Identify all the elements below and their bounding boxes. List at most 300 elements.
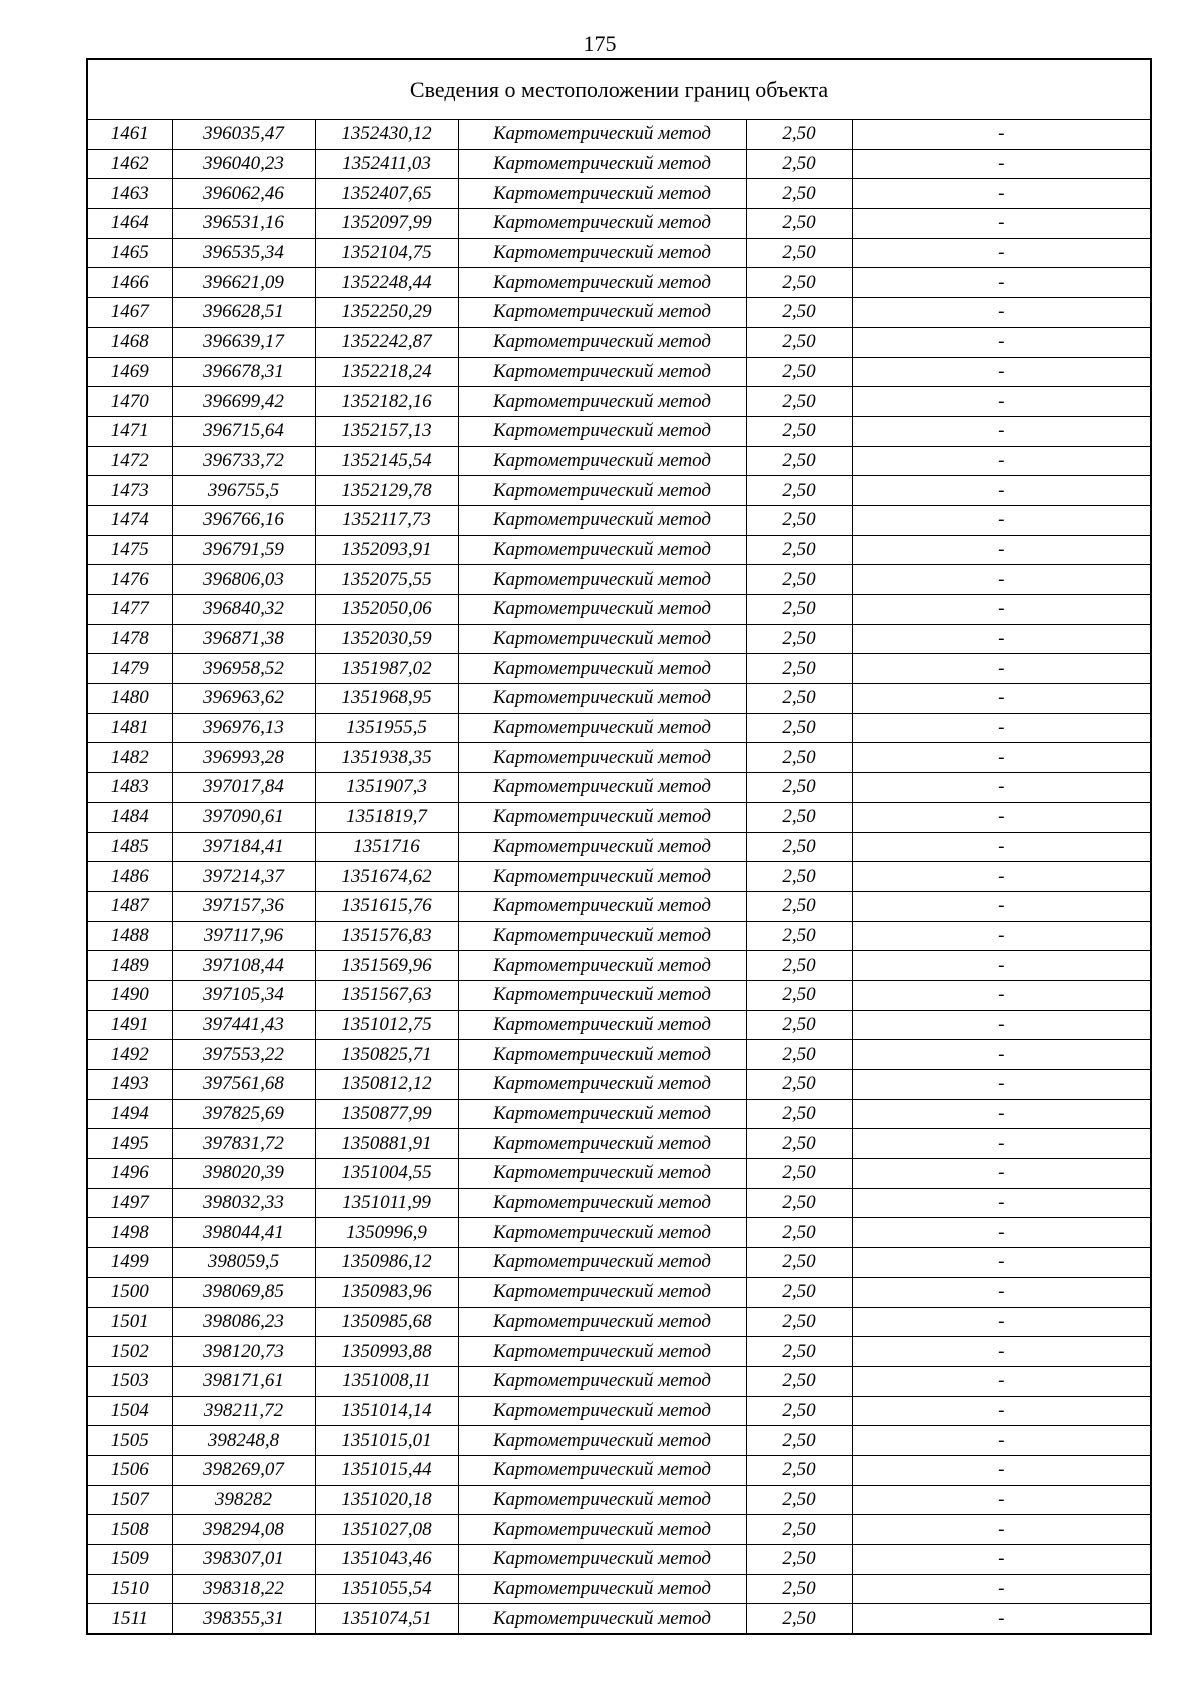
point-number-cell: 1511 — [87, 1604, 172, 1634]
x-coordinate-cell: 396699,42 — [172, 387, 315, 417]
accuracy-cell: 2,50 — [746, 595, 852, 625]
accuracy-cell: 2,50 — [746, 209, 852, 239]
table-row — [87, 684, 1151, 714]
y-coordinate-cell: 1351014,14 — [315, 1396, 458, 1426]
note-cell: - — [852, 862, 1151, 892]
x-coordinate-cell: 396871,38 — [172, 624, 315, 654]
x-coordinate-cell: 396715,64 — [172, 416, 315, 446]
point-number-cell: 1489 — [87, 951, 172, 981]
method-cell: Картометрический метод — [458, 1099, 746, 1129]
y-coordinate-cell: 1352157,13 — [315, 416, 458, 446]
accuracy-cell: 2,50 — [746, 1248, 852, 1278]
accuracy-cell: 2,50 — [746, 1545, 852, 1575]
table-row — [87, 832, 1151, 862]
accuracy-cell: 2,50 — [746, 1337, 852, 1367]
accuracy-cell: 2,50 — [746, 1277, 852, 1307]
note-cell: - — [852, 1337, 1151, 1367]
x-coordinate-cell: 396062,46 — [172, 179, 315, 209]
table-row — [87, 951, 1151, 981]
method-cell: Картометрический метод — [458, 1337, 746, 1367]
note-cell: - — [852, 832, 1151, 862]
x-coordinate-cell: 396628,51 — [172, 298, 315, 328]
note-cell: - — [852, 951, 1151, 981]
point-number-cell: 1500 — [87, 1277, 172, 1307]
y-coordinate-cell: 1352093,91 — [315, 535, 458, 565]
note-cell: - — [852, 1545, 1151, 1575]
note-cell: - — [852, 535, 1151, 565]
x-coordinate-cell: 396791,59 — [172, 535, 315, 565]
y-coordinate-cell: 1351819,7 — [315, 802, 458, 832]
method-cell: Картометрический метод — [458, 743, 746, 773]
accuracy-cell: 2,50 — [746, 446, 852, 476]
note-cell: - — [852, 416, 1151, 446]
method-cell: Картометрический метод — [458, 1545, 746, 1575]
table-row — [87, 476, 1151, 506]
accuracy-cell: 2,50 — [746, 120, 852, 150]
note-cell: - — [852, 387, 1151, 417]
accuracy-cell: 2,50 — [746, 1426, 852, 1456]
point-number-cell: 1494 — [87, 1099, 172, 1129]
note-cell: - — [852, 1218, 1151, 1248]
point-number-cell: 1475 — [87, 535, 172, 565]
point-number-cell: 1501 — [87, 1307, 172, 1337]
note-cell: - — [852, 1515, 1151, 1545]
method-cell: Картометрический метод — [458, 1070, 746, 1100]
table-row — [87, 1426, 1151, 1456]
point-number-cell: 1479 — [87, 654, 172, 684]
note-cell: - — [852, 505, 1151, 535]
point-number-cell: 1477 — [87, 595, 172, 625]
method-cell: Картометрический метод — [458, 1188, 746, 1218]
note-cell: - — [852, 1248, 1151, 1278]
y-coordinate-cell: 1350812,12 — [315, 1070, 458, 1100]
method-cell: Картометрический метод — [458, 773, 746, 803]
method-cell: Картометрический метод — [458, 120, 746, 150]
accuracy-cell: 2,50 — [746, 1366, 852, 1396]
accuracy-cell: 2,50 — [746, 1099, 852, 1129]
y-coordinate-cell: 1352218,24 — [315, 357, 458, 387]
page-number: 175 — [583, 31, 617, 56]
method-cell: Картометрический метод — [458, 1604, 746, 1634]
point-number-cell: 1464 — [87, 209, 172, 239]
point-number-cell: 1486 — [87, 862, 172, 892]
point-number-cell: 1476 — [87, 565, 172, 595]
y-coordinate-cell: 1351569,96 — [315, 951, 458, 981]
table-row — [87, 149, 1151, 179]
point-number-cell: 1507 — [87, 1485, 172, 1515]
accuracy-cell: 2,50 — [746, 1485, 852, 1515]
note-cell: - — [852, 120, 1151, 150]
method-cell: Картометрический метод — [458, 1574, 746, 1604]
table-row — [87, 980, 1151, 1010]
accuracy-cell: 2,50 — [746, 1218, 852, 1248]
note-cell: - — [852, 1426, 1151, 1456]
table-row — [87, 505, 1151, 535]
note-cell: - — [852, 1485, 1151, 1515]
method-cell: Картометрический метод — [458, 891, 746, 921]
x-coordinate-cell: 398044,41 — [172, 1218, 315, 1248]
accuracy-cell: 2,50 — [746, 773, 852, 803]
y-coordinate-cell: 1352430,12 — [315, 120, 458, 150]
x-coordinate-cell: 396766,16 — [172, 505, 315, 535]
x-coordinate-cell: 396755,5 — [172, 476, 315, 506]
x-coordinate-cell: 396963,62 — [172, 684, 315, 714]
note-cell: - — [852, 1604, 1151, 1634]
note-cell: - — [852, 1396, 1151, 1426]
x-coordinate-cell: 398086,23 — [172, 1307, 315, 1337]
accuracy-cell: 2,50 — [746, 1396, 852, 1426]
note-cell: - — [852, 1129, 1151, 1159]
x-coordinate-cell: 396035,47 — [172, 120, 315, 150]
point-number-cell: 1480 — [87, 684, 172, 714]
x-coordinate-cell: 398318,22 — [172, 1574, 315, 1604]
x-coordinate-cell: 396531,16 — [172, 209, 315, 239]
table-row — [87, 1248, 1151, 1278]
table-row — [87, 1574, 1151, 1604]
x-coordinate-cell: 396976,13 — [172, 713, 315, 743]
y-coordinate-cell: 1350993,88 — [315, 1337, 458, 1367]
table-row — [87, 1040, 1151, 1070]
accuracy-cell: 2,50 — [746, 1188, 852, 1218]
note-cell: - — [852, 179, 1151, 209]
method-cell: Картометрический метод — [458, 713, 746, 743]
y-coordinate-cell: 1352248,44 — [315, 268, 458, 298]
table-row — [87, 416, 1151, 446]
point-number-cell: 1502 — [87, 1337, 172, 1367]
method-cell: Картометрический метод — [458, 1307, 746, 1337]
note-cell: - — [852, 1574, 1151, 1604]
y-coordinate-cell: 1351674,62 — [315, 862, 458, 892]
y-coordinate-cell: 1352242,87 — [315, 327, 458, 357]
table-row — [87, 565, 1151, 595]
point-number-cell: 1474 — [87, 505, 172, 535]
note-cell: - — [852, 357, 1151, 387]
note-cell: - — [852, 565, 1151, 595]
accuracy-cell: 2,50 — [746, 1040, 852, 1070]
table-row — [87, 1604, 1151, 1634]
accuracy-cell: 2,50 — [746, 535, 852, 565]
accuracy-cell: 2,50 — [746, 1604, 852, 1634]
table-row — [87, 1010, 1151, 1040]
x-coordinate-cell: 398269,07 — [172, 1455, 315, 1485]
accuracy-cell: 2,50 — [746, 387, 852, 417]
y-coordinate-cell: 1351938,35 — [315, 743, 458, 773]
y-coordinate-cell: 1350985,68 — [315, 1307, 458, 1337]
table-row — [87, 1070, 1151, 1100]
y-coordinate-cell: 1350983,96 — [315, 1277, 458, 1307]
method-cell: Картометрический метод — [458, 1218, 746, 1248]
accuracy-cell: 2,50 — [746, 832, 852, 862]
note-cell: - — [852, 238, 1151, 268]
method-cell: Картометрический метод — [458, 387, 746, 417]
point-number-cell: 1466 — [87, 268, 172, 298]
note-cell: - — [852, 1366, 1151, 1396]
point-number-cell: 1469 — [87, 357, 172, 387]
accuracy-cell: 2,50 — [746, 179, 852, 209]
method-cell: Картометрический метод — [458, 535, 746, 565]
note-cell: - — [852, 1159, 1151, 1189]
table-row — [87, 891, 1151, 921]
method-cell: Картометрический метод — [458, 595, 746, 625]
table-row — [87, 357, 1151, 387]
x-coordinate-cell: 397561,68 — [172, 1070, 315, 1100]
method-cell: Картометрический метод — [458, 505, 746, 535]
accuracy-cell: 2,50 — [746, 357, 852, 387]
method-cell: Картометрический метод — [458, 1248, 746, 1278]
method-cell: Картометрический метод — [458, 1040, 746, 1070]
x-coordinate-cell: 396958,52 — [172, 654, 315, 684]
x-coordinate-cell: 397214,37 — [172, 862, 315, 892]
x-coordinate-cell: 398059,5 — [172, 1248, 315, 1278]
point-number-cell: 1490 — [87, 980, 172, 1010]
accuracy-cell: 2,50 — [746, 713, 852, 743]
note-cell: - — [852, 891, 1151, 921]
method-cell: Картометрический метод — [458, 921, 746, 951]
x-coordinate-cell: 397108,44 — [172, 951, 315, 981]
table-row — [87, 1159, 1151, 1189]
table-row — [87, 1366, 1151, 1396]
x-coordinate-cell: 396535,34 — [172, 238, 315, 268]
y-coordinate-cell: 1351011,99 — [315, 1188, 458, 1218]
x-coordinate-cell: 397090,61 — [172, 802, 315, 832]
table-row — [87, 298, 1151, 328]
y-coordinate-cell: 1351567,63 — [315, 980, 458, 1010]
point-number-cell: 1508 — [87, 1515, 172, 1545]
note-cell: - — [852, 149, 1151, 179]
method-cell: Картометрический метод — [458, 1366, 746, 1396]
y-coordinate-cell: 1350881,91 — [315, 1129, 458, 1159]
note-cell: - — [852, 327, 1151, 357]
x-coordinate-cell: 398294,08 — [172, 1515, 315, 1545]
x-coordinate-cell: 398282 — [172, 1485, 315, 1515]
x-coordinate-cell: 398069,85 — [172, 1277, 315, 1307]
y-coordinate-cell: 1352030,59 — [315, 624, 458, 654]
accuracy-cell: 2,50 — [746, 654, 852, 684]
note-cell: - — [852, 1455, 1151, 1485]
method-cell: Картометрический метод — [458, 684, 746, 714]
note-cell: - — [852, 1188, 1151, 1218]
point-number-cell: 1461 — [87, 120, 172, 150]
point-number-cell: 1462 — [87, 149, 172, 179]
method-cell: Картометрический метод — [458, 268, 746, 298]
note-cell: - — [852, 921, 1151, 951]
y-coordinate-cell: 1352182,16 — [315, 387, 458, 417]
table-title: Сведения о местоположении границ объекта — [87, 59, 1151, 120]
table-row — [87, 595, 1151, 625]
method-cell: Картометрический метод — [458, 446, 746, 476]
accuracy-cell: 2,50 — [746, 1129, 852, 1159]
y-coordinate-cell: 1352050,06 — [315, 595, 458, 625]
x-coordinate-cell: 397017,84 — [172, 773, 315, 803]
point-number-cell: 1478 — [87, 624, 172, 654]
y-coordinate-cell: 1351576,83 — [315, 921, 458, 951]
accuracy-cell: 2,50 — [746, 891, 852, 921]
note-cell: - — [852, 684, 1151, 714]
method-cell: Картометрический метод — [458, 951, 746, 981]
accuracy-cell: 2,50 — [746, 743, 852, 773]
note-cell: - — [852, 446, 1151, 476]
point-number-cell: 1488 — [87, 921, 172, 951]
y-coordinate-cell: 1351074,51 — [315, 1604, 458, 1634]
method-cell: Картометрический метод — [458, 209, 746, 239]
point-number-cell: 1485 — [87, 832, 172, 862]
point-number-cell: 1506 — [87, 1455, 172, 1485]
method-cell: Картометрический метод — [458, 1010, 746, 1040]
note-cell: - — [852, 298, 1151, 328]
x-coordinate-cell: 397441,43 — [172, 1010, 315, 1040]
y-coordinate-cell: 1351020,18 — [315, 1485, 458, 1515]
point-number-cell: 1510 — [87, 1574, 172, 1604]
method-cell: Картометрический метод — [458, 298, 746, 328]
method-cell: Картометрический метод — [458, 565, 746, 595]
table-row — [87, 862, 1151, 892]
table-row — [87, 743, 1151, 773]
x-coordinate-cell: 397825,69 — [172, 1099, 315, 1129]
point-number-cell: 1493 — [87, 1070, 172, 1100]
accuracy-cell: 2,50 — [746, 1455, 852, 1485]
note-cell: - — [852, 713, 1151, 743]
accuracy-cell: 2,50 — [746, 1010, 852, 1040]
method-cell: Картометрический метод — [458, 862, 746, 892]
accuracy-cell: 2,50 — [746, 921, 852, 951]
y-coordinate-cell: 1350825,71 — [315, 1040, 458, 1070]
point-number-cell: 1484 — [87, 802, 172, 832]
note-cell: - — [852, 476, 1151, 506]
accuracy-cell: 2,50 — [746, 951, 852, 981]
y-coordinate-cell: 1352407,65 — [315, 179, 458, 209]
table-row — [87, 1129, 1151, 1159]
table-row — [87, 773, 1151, 803]
y-coordinate-cell: 1351615,76 — [315, 891, 458, 921]
note-cell: - — [852, 1040, 1151, 1070]
accuracy-cell: 2,50 — [746, 862, 852, 892]
point-number-cell: 1504 — [87, 1396, 172, 1426]
table-row — [87, 1455, 1151, 1485]
method-cell: Картометрический метод — [458, 179, 746, 209]
table-row — [87, 654, 1151, 684]
point-number-cell: 1495 — [87, 1129, 172, 1159]
note-cell: - — [852, 1307, 1151, 1337]
point-number-cell: 1487 — [87, 891, 172, 921]
point-number-cell: 1496 — [87, 1159, 172, 1189]
method-cell: Картометрический метод — [458, 654, 746, 684]
y-coordinate-cell: 1350986,12 — [315, 1248, 458, 1278]
method-cell: Картометрический метод — [458, 416, 746, 446]
accuracy-cell: 2,50 — [746, 980, 852, 1010]
accuracy-cell: 2,50 — [746, 1307, 852, 1337]
table-row — [87, 535, 1151, 565]
point-number-cell: 1481 — [87, 713, 172, 743]
accuracy-cell: 2,50 — [746, 238, 852, 268]
method-cell: Картометрический метод — [458, 1277, 746, 1307]
y-coordinate-cell: 1352145,54 — [315, 446, 458, 476]
table-row — [87, 1337, 1151, 1367]
x-coordinate-cell: 398020,39 — [172, 1159, 315, 1189]
table-row — [87, 446, 1151, 476]
accuracy-cell: 2,50 — [746, 1159, 852, 1189]
table-row — [87, 1277, 1151, 1307]
accuracy-cell: 2,50 — [746, 268, 852, 298]
table-row — [87, 1396, 1151, 1426]
method-cell: Картометрический метод — [458, 357, 746, 387]
note-cell: - — [852, 773, 1151, 803]
method-cell: Картометрический метод — [458, 1426, 746, 1456]
accuracy-cell: 2,50 — [746, 505, 852, 535]
note-cell: - — [852, 743, 1151, 773]
accuracy-cell: 2,50 — [746, 327, 852, 357]
table-row — [87, 921, 1151, 951]
table-row — [87, 1307, 1151, 1337]
y-coordinate-cell: 1350877,99 — [315, 1099, 458, 1129]
y-coordinate-cell: 1351968,95 — [315, 684, 458, 714]
point-number-cell: 1509 — [87, 1545, 172, 1575]
x-coordinate-cell: 396993,28 — [172, 743, 315, 773]
table-row — [87, 1188, 1151, 1218]
point-number-cell: 1499 — [87, 1248, 172, 1278]
y-coordinate-cell: 1352075,55 — [315, 565, 458, 595]
x-coordinate-cell: 396040,23 — [172, 149, 315, 179]
point-number-cell: 1503 — [87, 1366, 172, 1396]
method-cell: Картометрический метод — [458, 327, 746, 357]
accuracy-cell: 2,50 — [746, 684, 852, 714]
note-cell: - — [852, 268, 1151, 298]
y-coordinate-cell: 1350996,9 — [315, 1218, 458, 1248]
boundary-coordinates-table — [86, 58, 1152, 1635]
note-cell: - — [852, 624, 1151, 654]
table-row — [87, 387, 1151, 417]
method-cell: Картометрический метод — [458, 1396, 746, 1426]
table-row — [87, 209, 1151, 239]
point-number-cell: 1471 — [87, 416, 172, 446]
point-number-cell: 1483 — [87, 773, 172, 803]
accuracy-cell: 2,50 — [746, 298, 852, 328]
note-cell: - — [852, 209, 1151, 239]
point-number-cell: 1497 — [87, 1188, 172, 1218]
point-number-cell: 1463 — [87, 179, 172, 209]
table-row — [87, 802, 1151, 832]
table-row — [87, 713, 1151, 743]
method-cell: Картометрический метод — [458, 802, 746, 832]
point-number-cell: 1473 — [87, 476, 172, 506]
table-row — [87, 1515, 1151, 1545]
method-cell: Картометрический метод — [458, 1129, 746, 1159]
x-coordinate-cell: 397117,96 — [172, 921, 315, 951]
method-cell: Картометрический метод — [458, 832, 746, 862]
x-coordinate-cell: 398171,61 — [172, 1366, 315, 1396]
method-cell: Картометрический метод — [458, 980, 746, 1010]
y-coordinate-cell: 1352097,99 — [315, 209, 458, 239]
x-coordinate-cell: 398248,8 — [172, 1426, 315, 1456]
note-cell: - — [852, 802, 1151, 832]
x-coordinate-cell: 398120,73 — [172, 1337, 315, 1367]
table-row — [87, 179, 1151, 209]
accuracy-cell: 2,50 — [746, 1574, 852, 1604]
y-coordinate-cell: 1351987,02 — [315, 654, 458, 684]
method-cell: Картометрический метод — [458, 1159, 746, 1189]
x-coordinate-cell: 397184,41 — [172, 832, 315, 862]
method-cell: Картометрический метод — [458, 238, 746, 268]
y-coordinate-cell: 1352129,78 — [315, 476, 458, 506]
x-coordinate-cell: 396678,31 — [172, 357, 315, 387]
table-row — [87, 1218, 1151, 1248]
point-number-cell: 1482 — [87, 743, 172, 773]
x-coordinate-cell: 397831,72 — [172, 1129, 315, 1159]
x-coordinate-cell: 396621,09 — [172, 268, 315, 298]
x-coordinate-cell: 398355,31 — [172, 1604, 315, 1634]
table-title-row — [87, 59, 1151, 120]
y-coordinate-cell: 1352250,29 — [315, 298, 458, 328]
point-number-cell: 1468 — [87, 327, 172, 357]
